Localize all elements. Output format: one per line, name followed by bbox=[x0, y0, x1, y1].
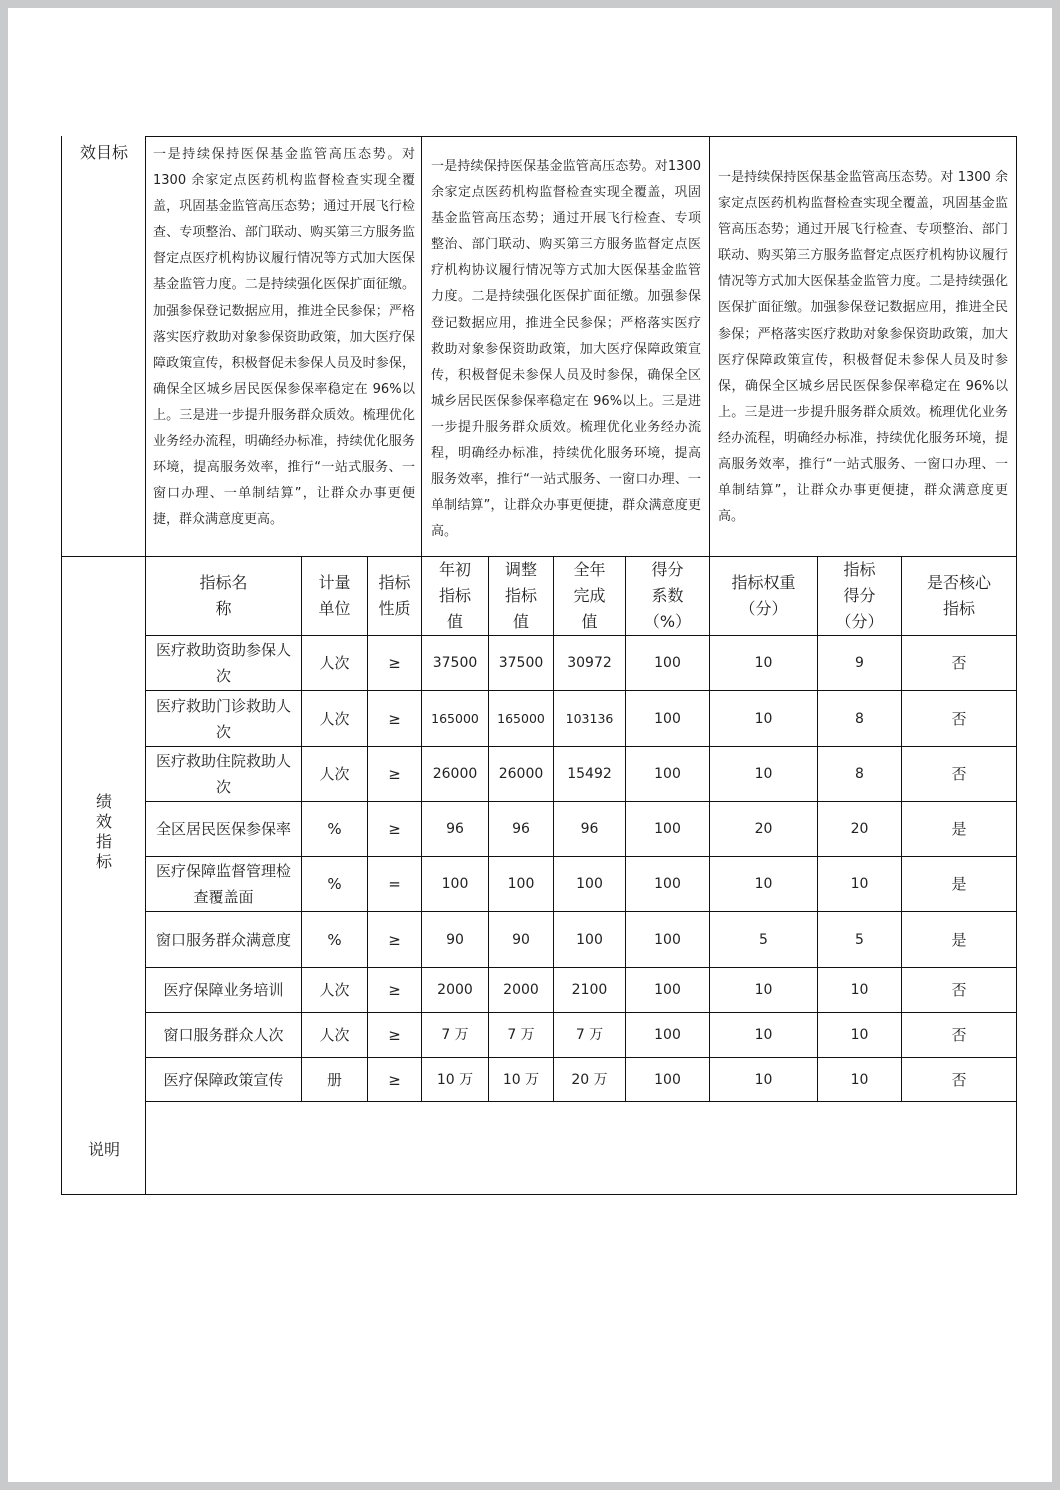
cell-core-indicator: 否 bbox=[951, 981, 967, 999]
cell-adjusted-value: 37500 bbox=[498, 655, 544, 671]
cell-core-indicator: 是 bbox=[951, 930, 967, 949]
header-unit: 计量 单位 bbox=[318, 573, 351, 618]
cell-unit: % bbox=[327, 820, 342, 838]
cell-core-indicator: 否 bbox=[951, 1026, 967, 1044]
goal-column-divider bbox=[709, 136, 710, 557]
goal-text-col2: 一是持续保持医保基金监管高压态势。对1300 余家定点医药机构监督检查实现全覆盖，巩固基金监管高压态势；通过开展飞行检查、专项整治、部门联动、购买第三方服务监督定点医疗机构协议履行情况等方式加大医保基金监管力度。二是持续强化医保扩面征缴。加强参保登记数据应用，推进全民参保；严格落实医疗救助对象参保资助政策，加大医疗保障政策宣传，积极督促未参保人员及时参保，确保全区城乡居民医保参保率稳定在 96%以上。三是进一步提升服务群众质效。梳理优化业务经办流程，明确经办标准，持续优化服务环境，提高服务效率，推行“一站式服务、一窗口办理、一单制结算”，让群众办事更便捷，群众满意度更高。 bbox=[431, 159, 701, 540]
cell-initial-value: 7 万 bbox=[441, 1027, 469, 1043]
cell-score-coefficient: 100 bbox=[654, 821, 681, 837]
cell-score-coefficient: 100 bbox=[654, 1027, 681, 1043]
notes-content bbox=[153, 1108, 1015, 1194]
cell-unit: % bbox=[327, 930, 342, 949]
document-page bbox=[8, 8, 1052, 1482]
cell-score: 10 bbox=[850, 982, 869, 998]
cell-adjusted-value: 7 万 bbox=[507, 1027, 535, 1043]
cell-adjusted-value: 165000 bbox=[497, 710, 545, 726]
goal-column-divider bbox=[421, 136, 422, 557]
table-right-border bbox=[1016, 136, 1017, 1195]
cell-weight: 10 bbox=[754, 766, 773, 782]
cell-weight: 10 bbox=[754, 710, 773, 727]
goal-section-label: 效目标 bbox=[79, 143, 128, 162]
cell-indicator-name: 窗口服务群众人次 bbox=[163, 1026, 284, 1044]
cell-nature: ≥ bbox=[388, 1070, 401, 1089]
cell-nature: = bbox=[388, 875, 401, 893]
cell-initial-value: 100 bbox=[441, 876, 469, 892]
header-weight: 指标权重 （分） bbox=[731, 573, 796, 618]
cell-actual-value: 96 bbox=[580, 821, 599, 837]
cell-unit: 册 bbox=[326, 1070, 342, 1089]
header-adjusted-value: 调整 指标 值 bbox=[504, 560, 537, 631]
cell-initial-value: 2000 bbox=[437, 982, 473, 998]
cell-score-coefficient: 100 bbox=[654, 876, 681, 892]
cell-score-coefficient: 100 bbox=[654, 982, 681, 998]
cell-adjusted-value: 96 bbox=[512, 821, 530, 837]
cell-indicator-name: 窗口服务群众满意度 bbox=[155, 930, 291, 949]
cell-indicator-name: 全区居民医保参保率 bbox=[155, 820, 291, 838]
cell-adjusted-value: 26000 bbox=[498, 766, 544, 782]
cell-adjusted-value: 10 万 bbox=[502, 1071, 540, 1088]
cell-score-coefficient: 100 bbox=[654, 931, 681, 948]
cell-unit: 人次 bbox=[319, 654, 350, 672]
cell-indicator-name: 医疗保障监督管理检查覆盖面 bbox=[155, 862, 291, 906]
cell-nature: ≥ bbox=[388, 981, 401, 999]
cell-score: 9 bbox=[855, 655, 864, 671]
cell-unit: 人次 bbox=[319, 981, 350, 999]
cell-core-indicator: 否 bbox=[951, 1070, 967, 1089]
cell-score: 10 bbox=[850, 876, 869, 892]
cell-nature: ≥ bbox=[388, 820, 401, 838]
goal-text-col1: 一是持续保持医保基金监管高压态势。对1300 余家定点医药机构监督检查实现全覆盖，巩固基金监管高压态势；通过开展飞行检查、专项整治、部门联动、购买第三方服务监督定点医疗机构协议履行情况等方式加大医保基金监管力度。二是持续强化医保扩面征缴。加强参保登记数据应用，推进全民参保；严格落实医疗救助对象参保资助政策，加大医疗保障政策宣传，积极督促未参保人员及时参保，确保全区城乡居民医保参保率稳定在 96%以上。三是进一步提升服务群众质效。梳理优化业务经办流程，明确经办标准，持续优化服务环境，提高服务效率，推行“一站式服务、一窗口办理、一单制结算”，让群众办事更便捷，群众满意度更高。 bbox=[153, 147, 415, 528]
cell-score: 10 bbox=[850, 1027, 869, 1043]
cell-indicator-name: 医疗救助门诊救助人次 bbox=[155, 696, 291, 741]
cell-weight: 10 bbox=[754, 655, 773, 671]
cell-initial-value: 26000 bbox=[432, 766, 478, 782]
cell-score-coefficient: 100 bbox=[654, 655, 681, 671]
cell-actual-value: 103136 bbox=[565, 710, 614, 726]
cell-indicator-name: 医疗保障业务培训 bbox=[163, 981, 284, 999]
cell-score-coefficient: 100 bbox=[654, 1071, 681, 1088]
cell-unit: 人次 bbox=[319, 1026, 350, 1044]
cell-actual-value: 15492 bbox=[567, 766, 612, 782]
cell-adjusted-value: 2000 bbox=[503, 982, 539, 998]
cell-score-coefficient: 100 bbox=[654, 766, 681, 782]
cell-core-indicator: 是 bbox=[951, 820, 967, 838]
cell-initial-value: 165000 bbox=[431, 710, 479, 726]
cell-core-indicator: 否 bbox=[951, 654, 967, 672]
cell-score: 10 bbox=[850, 1071, 869, 1088]
cell-initial-value: 10 万 bbox=[436, 1071, 474, 1088]
goal-top-border bbox=[145, 136, 1017, 137]
header-score: 指标 得分 （分） bbox=[835, 560, 884, 631]
cell-actual-value: 7 万 bbox=[575, 1027, 604, 1043]
cell-adjusted-value: 100 bbox=[507, 876, 535, 892]
cell-score: 8 bbox=[855, 766, 864, 782]
cell-weight: 10 bbox=[754, 982, 773, 998]
cell-core-indicator: 否 bbox=[951, 765, 967, 783]
header-score-coefficient: 得分 系数 （%） bbox=[643, 560, 692, 631]
table-bottom-border bbox=[61, 1194, 1017, 1195]
cell-initial-value: 37500 bbox=[432, 655, 478, 671]
cell-actual-value: 20 万 bbox=[571, 1071, 608, 1088]
table-row-rule bbox=[145, 1101, 1017, 1102]
notes-section-label: 说明 bbox=[87, 1140, 120, 1159]
header-actual-value: 全年 完成 值 bbox=[573, 560, 606, 631]
cell-indicator-name: 医疗救助资助参保人次 bbox=[155, 641, 291, 685]
cell-actual-value: 100 bbox=[576, 931, 603, 948]
cell-weight: 10 bbox=[754, 1071, 773, 1088]
cell-actual-value: 30972 bbox=[567, 655, 612, 671]
cell-initial-value: 96 bbox=[446, 821, 464, 837]
cell-nature: ≥ bbox=[388, 765, 401, 783]
cell-unit: 人次 bbox=[319, 765, 350, 783]
cell-actual-value: 100 bbox=[576, 876, 603, 892]
cell-unit: 人次 bbox=[319, 709, 350, 728]
cell-nature: ≥ bbox=[388, 654, 401, 672]
cell-adjusted-value: 90 bbox=[512, 931, 530, 948]
cell-weight: 10 bbox=[754, 876, 773, 892]
header-indicator-name: 指标名 称 bbox=[199, 573, 248, 618]
cell-nature: ≥ bbox=[388, 1026, 401, 1044]
cell-unit: % bbox=[327, 875, 342, 893]
cell-core-indicator: 否 bbox=[951, 709, 967, 728]
header-initial-value: 年初 指标 值 bbox=[438, 560, 471, 631]
goal-text-col3: 一是持续保持医保基金监管高压态势。对 1300 余家定点医药机构监督检查实现全覆盖，巩固基金监管高压态势；通过开展飞行检查、专项整治、部门联动、购买第三方服务监督定点医疗机构协议履行情况等方式加大医保基金监管力度。二是持续强化医保扩面征缴。加强参保登记数据应用，推进全民参保；严格落实医疗救助对象参保资助政策，加大医疗保障政策宣传，积极督促未参保人员及时参保，确保全区城乡居民医保参保率稳定在 96%以上。三是进一步提升服务群众质效。梳理优化业务经办流程，明确经办标准，持续优化服务环境，提高服务效率，推行“一站式服务、一窗口办理、一单制结算”，让群众办事更便捷，群众满意度更高。 bbox=[718, 170, 1008, 525]
cell-score: 8 bbox=[855, 710, 864, 727]
cell-initial-value: 90 bbox=[446, 931, 464, 948]
cell-indicator-name: 医疗保障政策宣传 bbox=[163, 1070, 284, 1089]
cell-indicator-name: 医疗救助住院救助人次 bbox=[155, 752, 291, 796]
table-left-border bbox=[61, 136, 62, 1195]
cell-score-coefficient: 100 bbox=[654, 710, 681, 727]
cell-weight: 10 bbox=[754, 1027, 773, 1043]
cell-weight: 20 bbox=[754, 821, 773, 837]
cell-actual-value: 2100 bbox=[571, 982, 608, 998]
indicators-section-label: 绩效指标 bbox=[96, 792, 113, 871]
cell-score: 5 bbox=[855, 931, 864, 948]
cell-nature: ≥ bbox=[388, 930, 401, 949]
header-nature: 指标 性质 bbox=[378, 573, 411, 618]
cell-weight: 5 bbox=[759, 931, 768, 948]
cell-score: 20 bbox=[850, 821, 869, 837]
cell-nature: ≥ bbox=[388, 709, 401, 728]
header-core-indicator: 是否核心 指标 bbox=[926, 573, 991, 618]
cell-core-indicator: 是 bbox=[951, 875, 967, 893]
